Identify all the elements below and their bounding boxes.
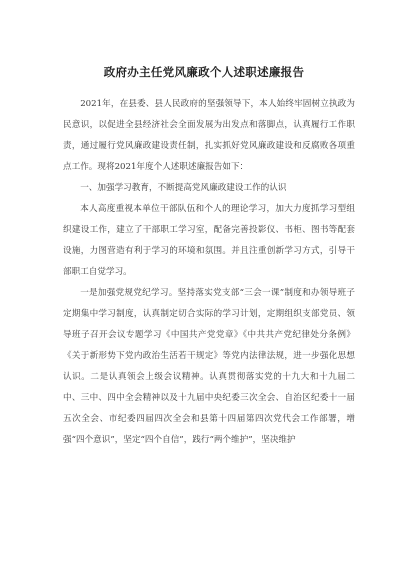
paragraph-study: 本人高度重视本单位干部队伍和个人的理论学习，加大力度抓学习型组织建设工作，建立了干部职工学习室，配备完善投影仪、书柜、图书等配套设施，力图营造有利于学习的环境和氛围。并且注重创新学习方式，引导干部职工自觉学习。 (63, 204, 355, 277)
document-title: 政府办主任党风廉政个人述职述廉报告 (103, 65, 305, 79)
paragraph-party-rules: 一是加强党规党纪学习。坚持落实党支部“三会一课”制度和办领导班子定期集中学习制度，认真制定切合实际的学习计划，定期组织支部党员、领导班子召开会议专题学习《中国共产党党章》《中共共产党纪律处分条例》《关于新形势下党内政治生活若干规定》等党内法律法规，进一步强化思想认识。二是认真领会上级会议精神。认真贯彻落实党的十九大和十九届二中、三中、四中全会精神以及十九届中央纪委三次全会、自治区纪委十一届五次全会、市纪委四届四次全会和县第十四届第四次党代会工作部署，增强“四个意识”，坚定“四个自信”，践行“两个维护”，坚决维护 (63, 288, 355, 445)
section-heading-1: 一、加强学习教育，不断提高党风廉政建设工作的认识 (80, 183, 287, 193)
paragraph-intro: 2021年，在县委、县人民政府的坚强领导下，本人始终牢固树立执政为民意识，以促进全县经济社会全面发展为出发点和落脚点，认真履行工作职责，通过履行党风廉政建设责任制，扎实抓好党风廉政建设和反腐败各项重点工作。现将2021年度个人述职述廉报告如下： (63, 99, 355, 172)
document-body (63, 94, 355, 451)
